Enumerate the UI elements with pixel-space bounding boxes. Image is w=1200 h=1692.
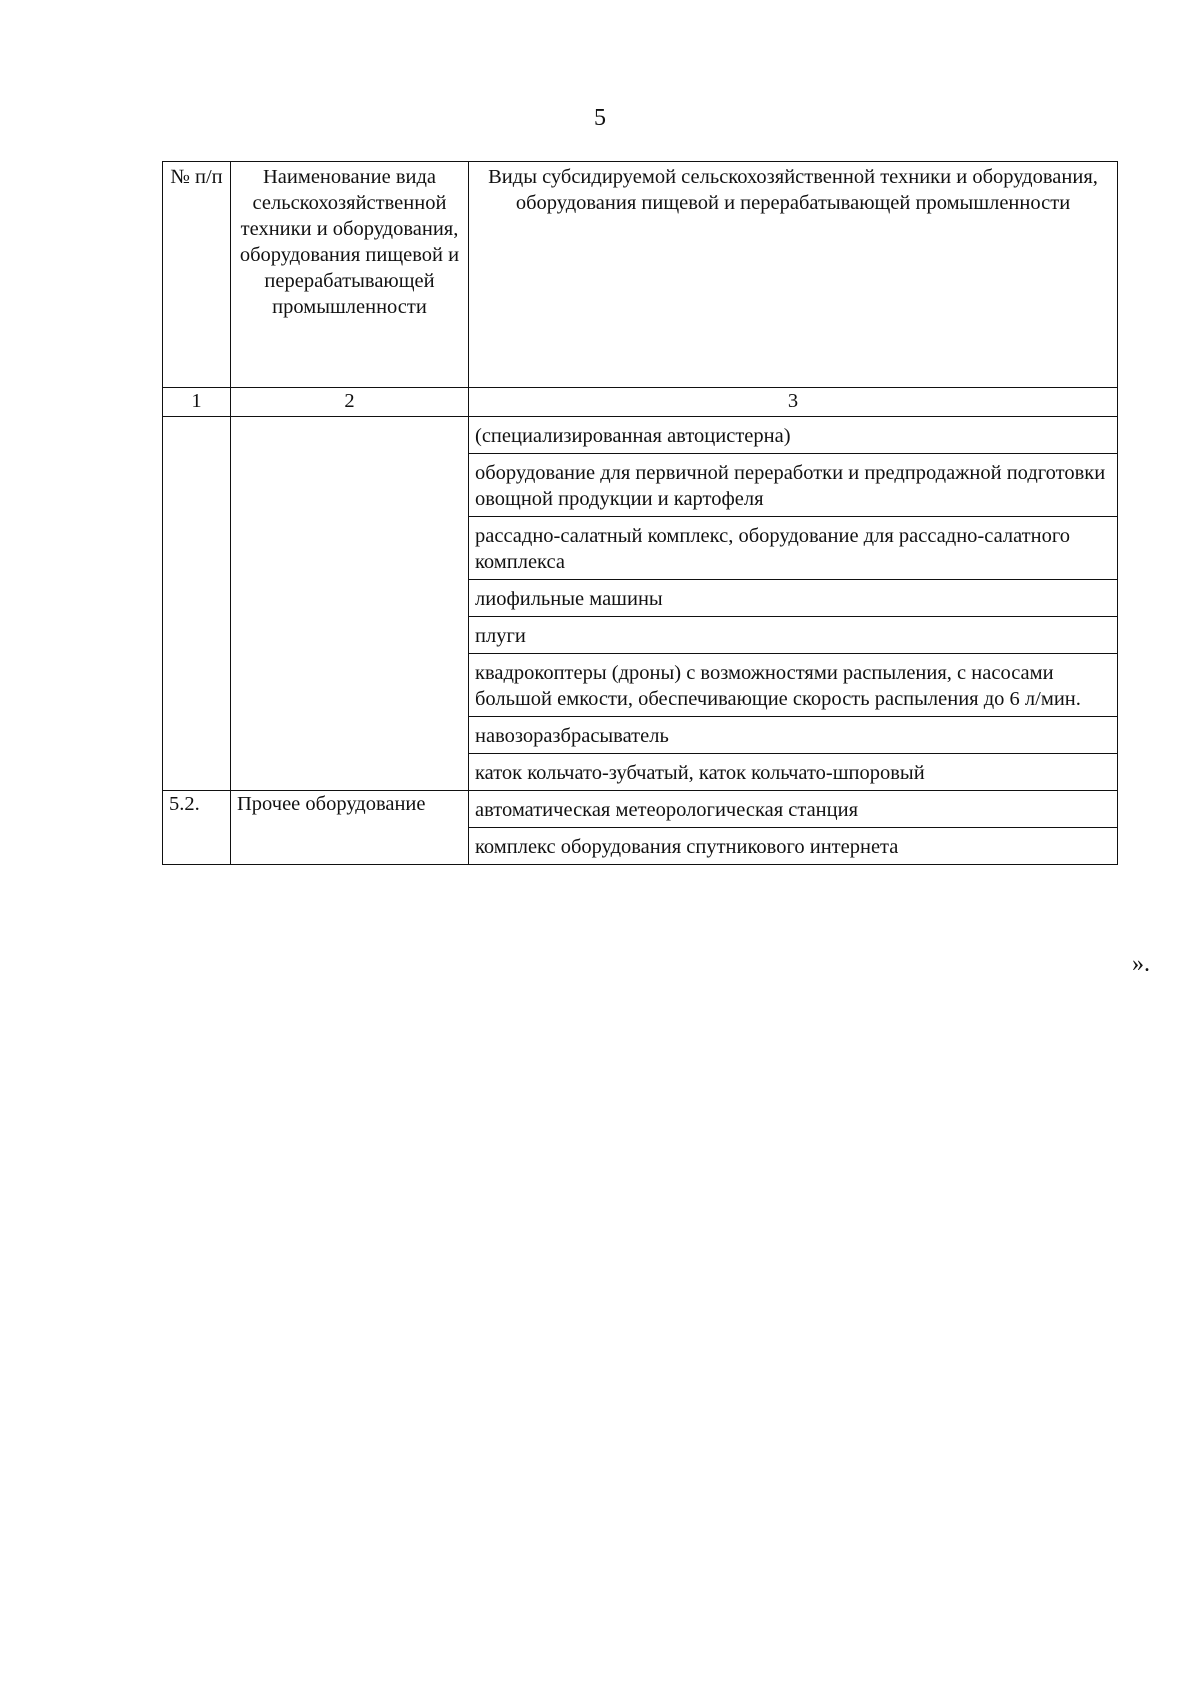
equipment-item: (специализированная автоцистерна) [469,417,1118,454]
continuation-name-cell [231,417,469,791]
equipment-item: комплекс оборудования спутникового интернета [469,828,1118,865]
equipment-item: рассадно-салатный комплекс, оборудование для рассадно-салатного комплекса [469,517,1118,580]
header-equipment-type: Наименование вида сельскохозяйственной техники и оборудования, оборудования пищевой и перерабатывающей промышленности [231,162,469,388]
equipment-table [162,161,1118,865]
column-number-row [163,388,1118,417]
continuation-number-cell [163,417,231,791]
equipment-item: оборудование для первичной переработки и предпродажной подготовки овощной продукции и картофеля [469,454,1118,517]
header-number: № п/п [163,162,231,388]
column-number-2: 2 [231,388,469,417]
group-name: Прочее оборудование [231,791,469,865]
column-number-3: 3 [469,388,1118,417]
closing-quote: ». [1132,951,1150,977]
equipment-item: навозоразбрасыватель [469,717,1118,754]
table-row [163,417,1118,454]
group-number: 5.2. [163,791,231,865]
page-number: 5 [594,105,606,131]
column-number-1: 1 [163,388,231,417]
header-subsidized-types: Виды субсидируемой сельскохозяйственной техники и оборудования, оборудования пищевой и перерабатывающей промышленности [469,162,1118,388]
equipment-item: каток кольчато-зубчатый, каток кольчато-шпоровый [469,754,1118,791]
equipment-item: автоматическая метеорологическая станция [469,791,1118,828]
table-header-row [163,162,1118,388]
equipment-item: лиофильные машины [469,580,1118,617]
equipment-item: квадрокоптеры (дроны) с возможностями распыления, с насосами большой емкости, обеспечивающие скорость распыления до 6 л/мин. [469,654,1118,717]
table-row [163,791,1118,828]
equipment-item: плуги [469,617,1118,654]
